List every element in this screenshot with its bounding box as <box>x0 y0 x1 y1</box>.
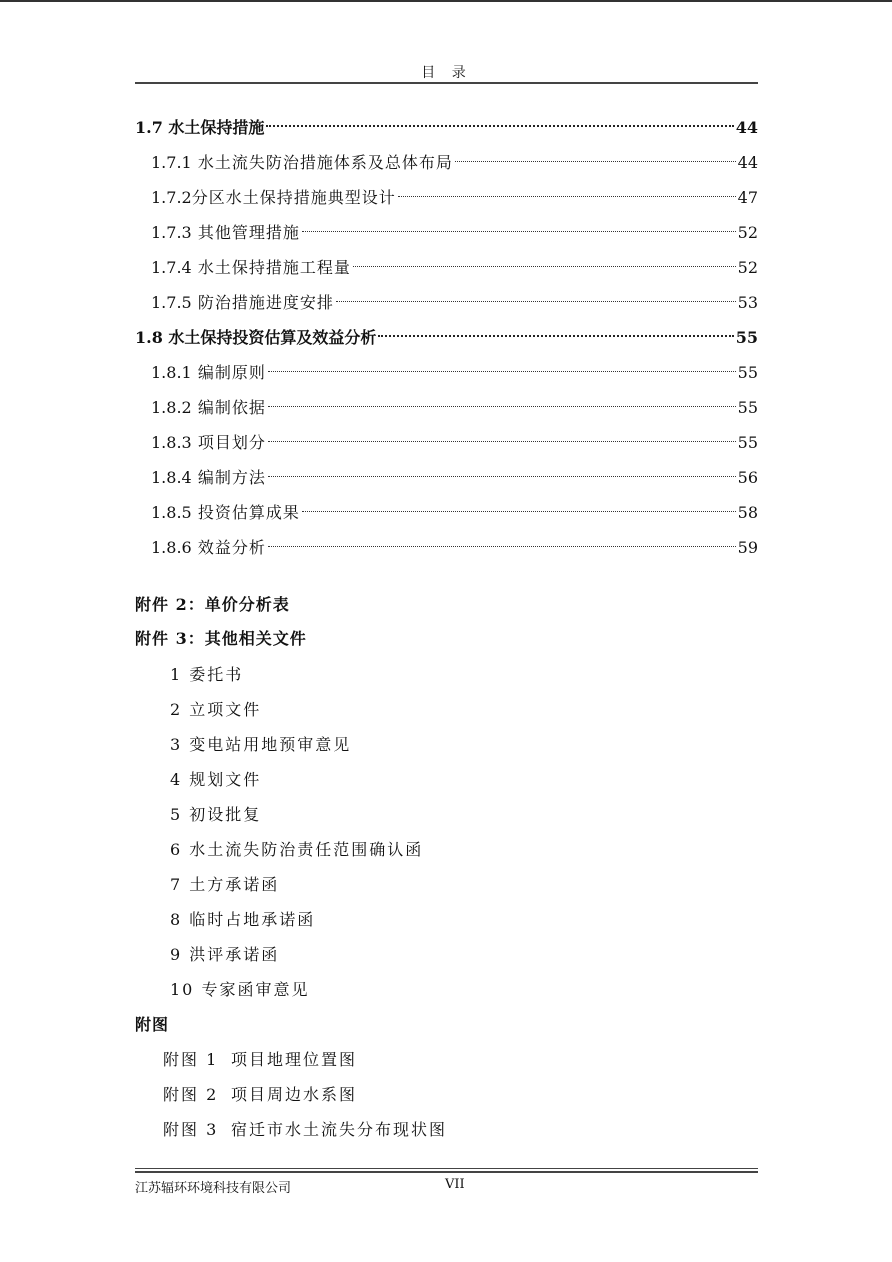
toc-page-number: 55 <box>737 433 758 452</box>
toc-entry-1-7-2[interactable] <box>135 180 758 215</box>
toc-page-number: 44 <box>737 153 758 172</box>
figure-title: 宿迁市水土流失分布现状图 <box>231 1120 448 1139</box>
toc-entry-1-8-1[interactable] <box>135 355 758 390</box>
toc-entry-1-8-4[interactable] <box>135 460 758 495</box>
toc-number: 1.8.1 <box>151 363 192 382</box>
toc-title: 投资估算成果 <box>197 503 300 522</box>
toc-title: 水土保持措施 <box>168 118 265 137</box>
toc-number: 1.7 <box>135 118 163 137</box>
toc-number: 1.8.4 <box>151 468 192 487</box>
figure-item <box>163 1077 723 1112</box>
appendix-item: 2 立项文件 <box>170 700 262 719</box>
toc-title: 效益分析 <box>197 538 266 557</box>
toc-leader <box>398 196 736 197</box>
toc-entry-1-7-3[interactable] <box>135 215 758 250</box>
figure-number: 附图 2 <box>163 1085 219 1104</box>
toc-entry-1-8-5[interactable] <box>135 495 758 530</box>
toc-number: 1.8.5 <box>151 503 192 522</box>
appendix-item: 7 土方承诺函 <box>170 875 280 894</box>
toc-number: 1.8.6 <box>151 538 192 557</box>
toc-title: 防治措施进度安排 <box>197 293 334 312</box>
toc-entry-1-8-6[interactable] <box>135 530 758 565</box>
toc-entry-1-7-5[interactable] <box>135 285 758 320</box>
toc-leader <box>378 335 733 337</box>
toc-number: 1.8 <box>135 328 163 347</box>
toc-page-number: 52 <box>737 258 758 277</box>
figure-number: 附图 1 <box>163 1050 219 1069</box>
footer-rule <box>135 1168 758 1169</box>
toc-title: 水土保持措施工程量 <box>197 258 351 277</box>
toc-page-number: 55 <box>737 398 758 417</box>
toc-page-number: 55 <box>735 328 758 347</box>
top-border <box>0 0 892 2</box>
toc-leader <box>268 476 736 477</box>
appendix-item: 6 水土流失防治责任范围确认函 <box>170 840 424 859</box>
toc-number: 1.7.1 <box>151 153 192 172</box>
appendix-item: 5 初设批复 <box>170 805 262 824</box>
toc-page-number: 47 <box>737 188 758 207</box>
appendix-item: 9 洪评承诺函 <box>170 945 280 964</box>
appendix-item: 8 临时占地承诺函 <box>170 910 316 929</box>
figure-item <box>163 1112 723 1147</box>
appendix-item: 10 专家函审意见 <box>170 980 310 999</box>
toc-leader <box>266 125 733 127</box>
toc-entry-1-7-1[interactable] <box>135 145 758 180</box>
appendix-2-heading: 附件 2：单价分析表 <box>135 595 290 614</box>
toc-number: 1.7.3 <box>151 223 192 242</box>
toc-number: 1.8.3 <box>151 433 192 452</box>
toc-title: 编制方法 <box>197 468 266 487</box>
toc-page-number: 44 <box>735 118 758 137</box>
toc-leader <box>336 301 736 302</box>
toc-number: 1.7.5 <box>151 293 192 312</box>
toc-page-number: 59 <box>737 538 758 557</box>
figure-title: 项目地理位置图 <box>231 1050 358 1069</box>
toc-entry-1-8-2[interactable] <box>135 390 758 425</box>
appendix-item: 4 规划文件 <box>170 770 262 789</box>
toc-leader <box>302 511 736 512</box>
figure-title: 项目周边水系图 <box>231 1085 358 1104</box>
figures-list <box>163 1042 723 1147</box>
toc-number: 1.8.2 <box>151 398 192 417</box>
toc-leader <box>302 231 736 232</box>
toc-entry-1-7-4[interactable] <box>135 250 758 285</box>
table-of-contents <box>135 110 758 565</box>
toc-title: 水土保持投资估算及效益分析 <box>168 328 377 347</box>
toc-title: 水土流失防治措施体系及总体布局 <box>197 153 453 172</box>
toc-number: 1.7.4 <box>151 258 192 277</box>
figure-item <box>163 1042 723 1077</box>
appendix-item: 1 委托书 <box>170 665 244 684</box>
footer-page-number: VII <box>445 1177 465 1192</box>
page-header-title: 目 录 <box>421 65 472 81</box>
toc-leader <box>353 266 736 267</box>
toc-entry-1-8[interactable] <box>135 320 758 355</box>
toc-title: 其他管理措施 <box>197 223 300 242</box>
toc-leader <box>268 546 736 547</box>
toc-leader <box>268 371 736 372</box>
toc-leader <box>268 441 736 442</box>
toc-title: 编制原则 <box>197 363 266 382</box>
toc-entry-1-7[interactable] <box>135 110 758 145</box>
figure-number: 附图 3 <box>163 1120 219 1139</box>
toc-title: 编制依据 <box>197 398 266 417</box>
toc-page-number: 52 <box>737 223 758 242</box>
appendix-item: 3 变电站用地预审意见 <box>170 735 352 754</box>
footer-rule <box>135 1171 758 1173</box>
toc-title: 项目划分 <box>197 433 266 452</box>
toc-leader <box>268 406 736 407</box>
footer-company: 江苏辐环环境科技有限公司 <box>135 1181 292 1196</box>
toc-leader <box>455 161 736 162</box>
appendix-3-list <box>170 657 730 1007</box>
header-rule <box>135 82 758 84</box>
toc-title: 分区水土保持措施典型设计 <box>191 188 396 207</box>
figures-heading: 附图 <box>135 1015 170 1034</box>
toc-page-number: 53 <box>737 293 758 312</box>
toc-page-number: 56 <box>737 468 758 487</box>
toc-entry-1-8-3[interactable] <box>135 425 758 460</box>
toc-number: 1.7.2 <box>151 188 192 207</box>
appendix-3-heading: 附件 3：其他相关文件 <box>135 629 307 648</box>
toc-page-number: 55 <box>737 363 758 382</box>
toc-page-number: 58 <box>737 503 758 522</box>
